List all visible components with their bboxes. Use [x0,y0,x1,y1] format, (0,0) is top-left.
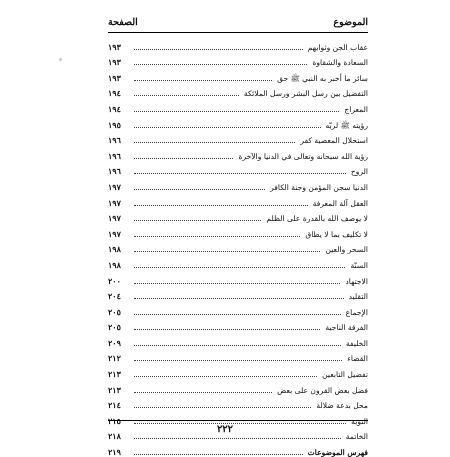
toc-entry-title: الخاتمة [345,432,368,442]
toc-entry-title: رؤيته ﷺ لربّه [325,120,368,130]
toc-entry-page: ١٩٣ [108,57,121,68]
toc-entry [108,161,368,177]
leader-dots [134,344,341,346]
page-heading: الصفحة [108,16,138,28]
footer-rule [108,420,368,421]
toc-entry-title: المعراج [344,104,368,114]
toc-entry [108,98,368,114]
toc-entry-title: تفضيل التابعين [322,370,368,380]
leader-dots [134,313,341,315]
toc-entry-page: ١٩٨ [108,259,121,270]
toc-entry [108,379,368,395]
toc-entry-title: لا تكليف بما لا يطاق [305,229,368,239]
toc-entry [108,363,368,379]
toc-entry-page: ٢١٢ [108,353,121,364]
toc-entry-page: ١٩٣ [108,41,121,52]
toc-entry-title: العقل آلة المعرفة [312,198,368,208]
toc-entry-title: استحلال المعصية كفر [300,136,368,146]
leader-dots [134,453,303,455]
toc-list [108,36,368,457]
toc-entry-title: التقليد [348,292,368,302]
toc-entry-page: ١٩٦ [108,135,121,146]
toc-entry-page: ١٩٧ [108,181,121,192]
leader-dots [134,359,342,361]
toc-entry-title: عقاب الجن وثوابهم [307,42,368,52]
toc-entry [108,239,368,255]
toc-entry-title: محل بدعة ضلالة [316,401,368,411]
toc-entry-page: ٢٠٠ [108,275,121,286]
leader-dots [134,406,311,408]
toc-entry [108,208,368,224]
header-rule [108,32,368,33]
toc-entry-title: الإجماع [345,307,368,317]
leader-dots [134,235,300,237]
leader-dots [134,63,307,65]
toc-entry-page: ١٩٥ [108,119,121,130]
leader-dots [134,157,233,159]
toc-entry [108,223,368,239]
leader-dots [134,48,303,50]
toc-entry-page: ٢١٨ [108,431,121,442]
toc-entry-title: فضل بعض القرون على بعض [277,385,368,395]
toc-entry [108,270,368,286]
leader-dots [134,188,265,190]
leader-dots [134,204,308,206]
toc-entry-title: السعادة والشقاوة [312,58,368,68]
toc-entry-title: القضاء [347,354,368,364]
toc-entry [108,145,368,161]
toc-entry [108,441,368,457]
toc-entry [108,395,368,411]
toc-entry-title: الفرقة الناجية [325,323,368,333]
leader-dots [134,266,345,268]
toc-entry [108,192,368,208]
toc-entry [108,348,368,364]
toc-entry-page: ١٩٧ [108,228,121,239]
toc-entry-title: لا يوصف الله بالقدرة على الظلم [266,214,368,224]
toc-entry-title: الروح [350,167,368,177]
toc-entry-page: ١٩٣ [108,72,121,83]
page-number: ٢٢٢ [216,424,234,435]
leader-dots [134,250,320,252]
toc-entry [108,254,368,270]
toc-entry-title: رؤية الله سبحانه وتعالى في الدنيا والآخرة [238,151,368,161]
leader-dots [134,375,317,377]
toc-entry-title: الاجتهاد [345,276,368,286]
toc-entry-page: ٢١٥ [108,415,121,426]
toc-entry-page: ٢٠٥ [108,306,121,317]
leader-dots [134,110,339,112]
toc-entry-page: ١٩٧ [108,197,121,208]
toc-entry [108,67,368,83]
leader-dots [134,172,346,174]
leader-dots [134,126,321,128]
toc-entry-title: السنّة [350,260,368,270]
toc-entry-title: التفضيل بين رسل البشر ورسل الملائكة [243,89,368,99]
toc-entry [108,36,368,52]
toc-entry [108,130,368,146]
toc-entry [108,83,368,99]
leader-dots [134,437,341,439]
toc-entry-title: فهرس الموضوعات [307,448,368,457]
toc-entry-title: سائر ما أخبر به النبي ﷺ حق [277,73,368,83]
toc-entry-page: ١٩٦ [108,166,121,177]
toc-entry [108,301,368,317]
speck-mark [59,58,62,61]
toc-entry [108,52,368,68]
toc-entry-page: ١٩٤ [108,88,121,99]
toc-entry-title: التوبة [351,416,368,426]
toc-entry-page: ٢١٣ [108,369,121,380]
toc-entry-page: ٢٠٩ [108,337,121,348]
toc-entry-page: ٢٠٤ [108,291,121,302]
leader-dots [134,328,320,330]
leader-dots [134,282,340,284]
leader-dots [134,79,272,81]
toc-entry-title: الخليفة [345,338,368,348]
toc-entry-page: ١٩٦ [108,150,121,161]
toc-entry-page: ١٩٧ [108,213,121,224]
leader-dots [134,219,261,221]
leader-dots [134,391,272,393]
toc-entry [108,332,368,348]
toc-entry [108,317,368,333]
toc-entry [108,176,368,192]
toc-entry-page: ٢٠٥ [108,322,121,333]
toc-header [108,14,368,30]
subject-heading: الموضوع [333,16,368,28]
leader-dots [134,297,344,299]
toc-entry-title: الدنيا سجن المؤمن وجنة الكافر [270,182,368,192]
toc-entry-title: السحر والعين [325,245,368,255]
toc-entry [108,114,368,130]
toc-entry-page: ١٩٤ [108,103,121,114]
toc-entry [108,286,368,302]
toc-entry-page: ٢١٣ [108,384,121,395]
toc-entry-page: ٢١٤ [108,400,121,411]
leader-dots [134,94,239,96]
toc-entry-page: ١٩٨ [108,244,121,255]
toc-entry-page: ٢١٩ [108,447,121,457]
leader-dots [134,141,295,143]
